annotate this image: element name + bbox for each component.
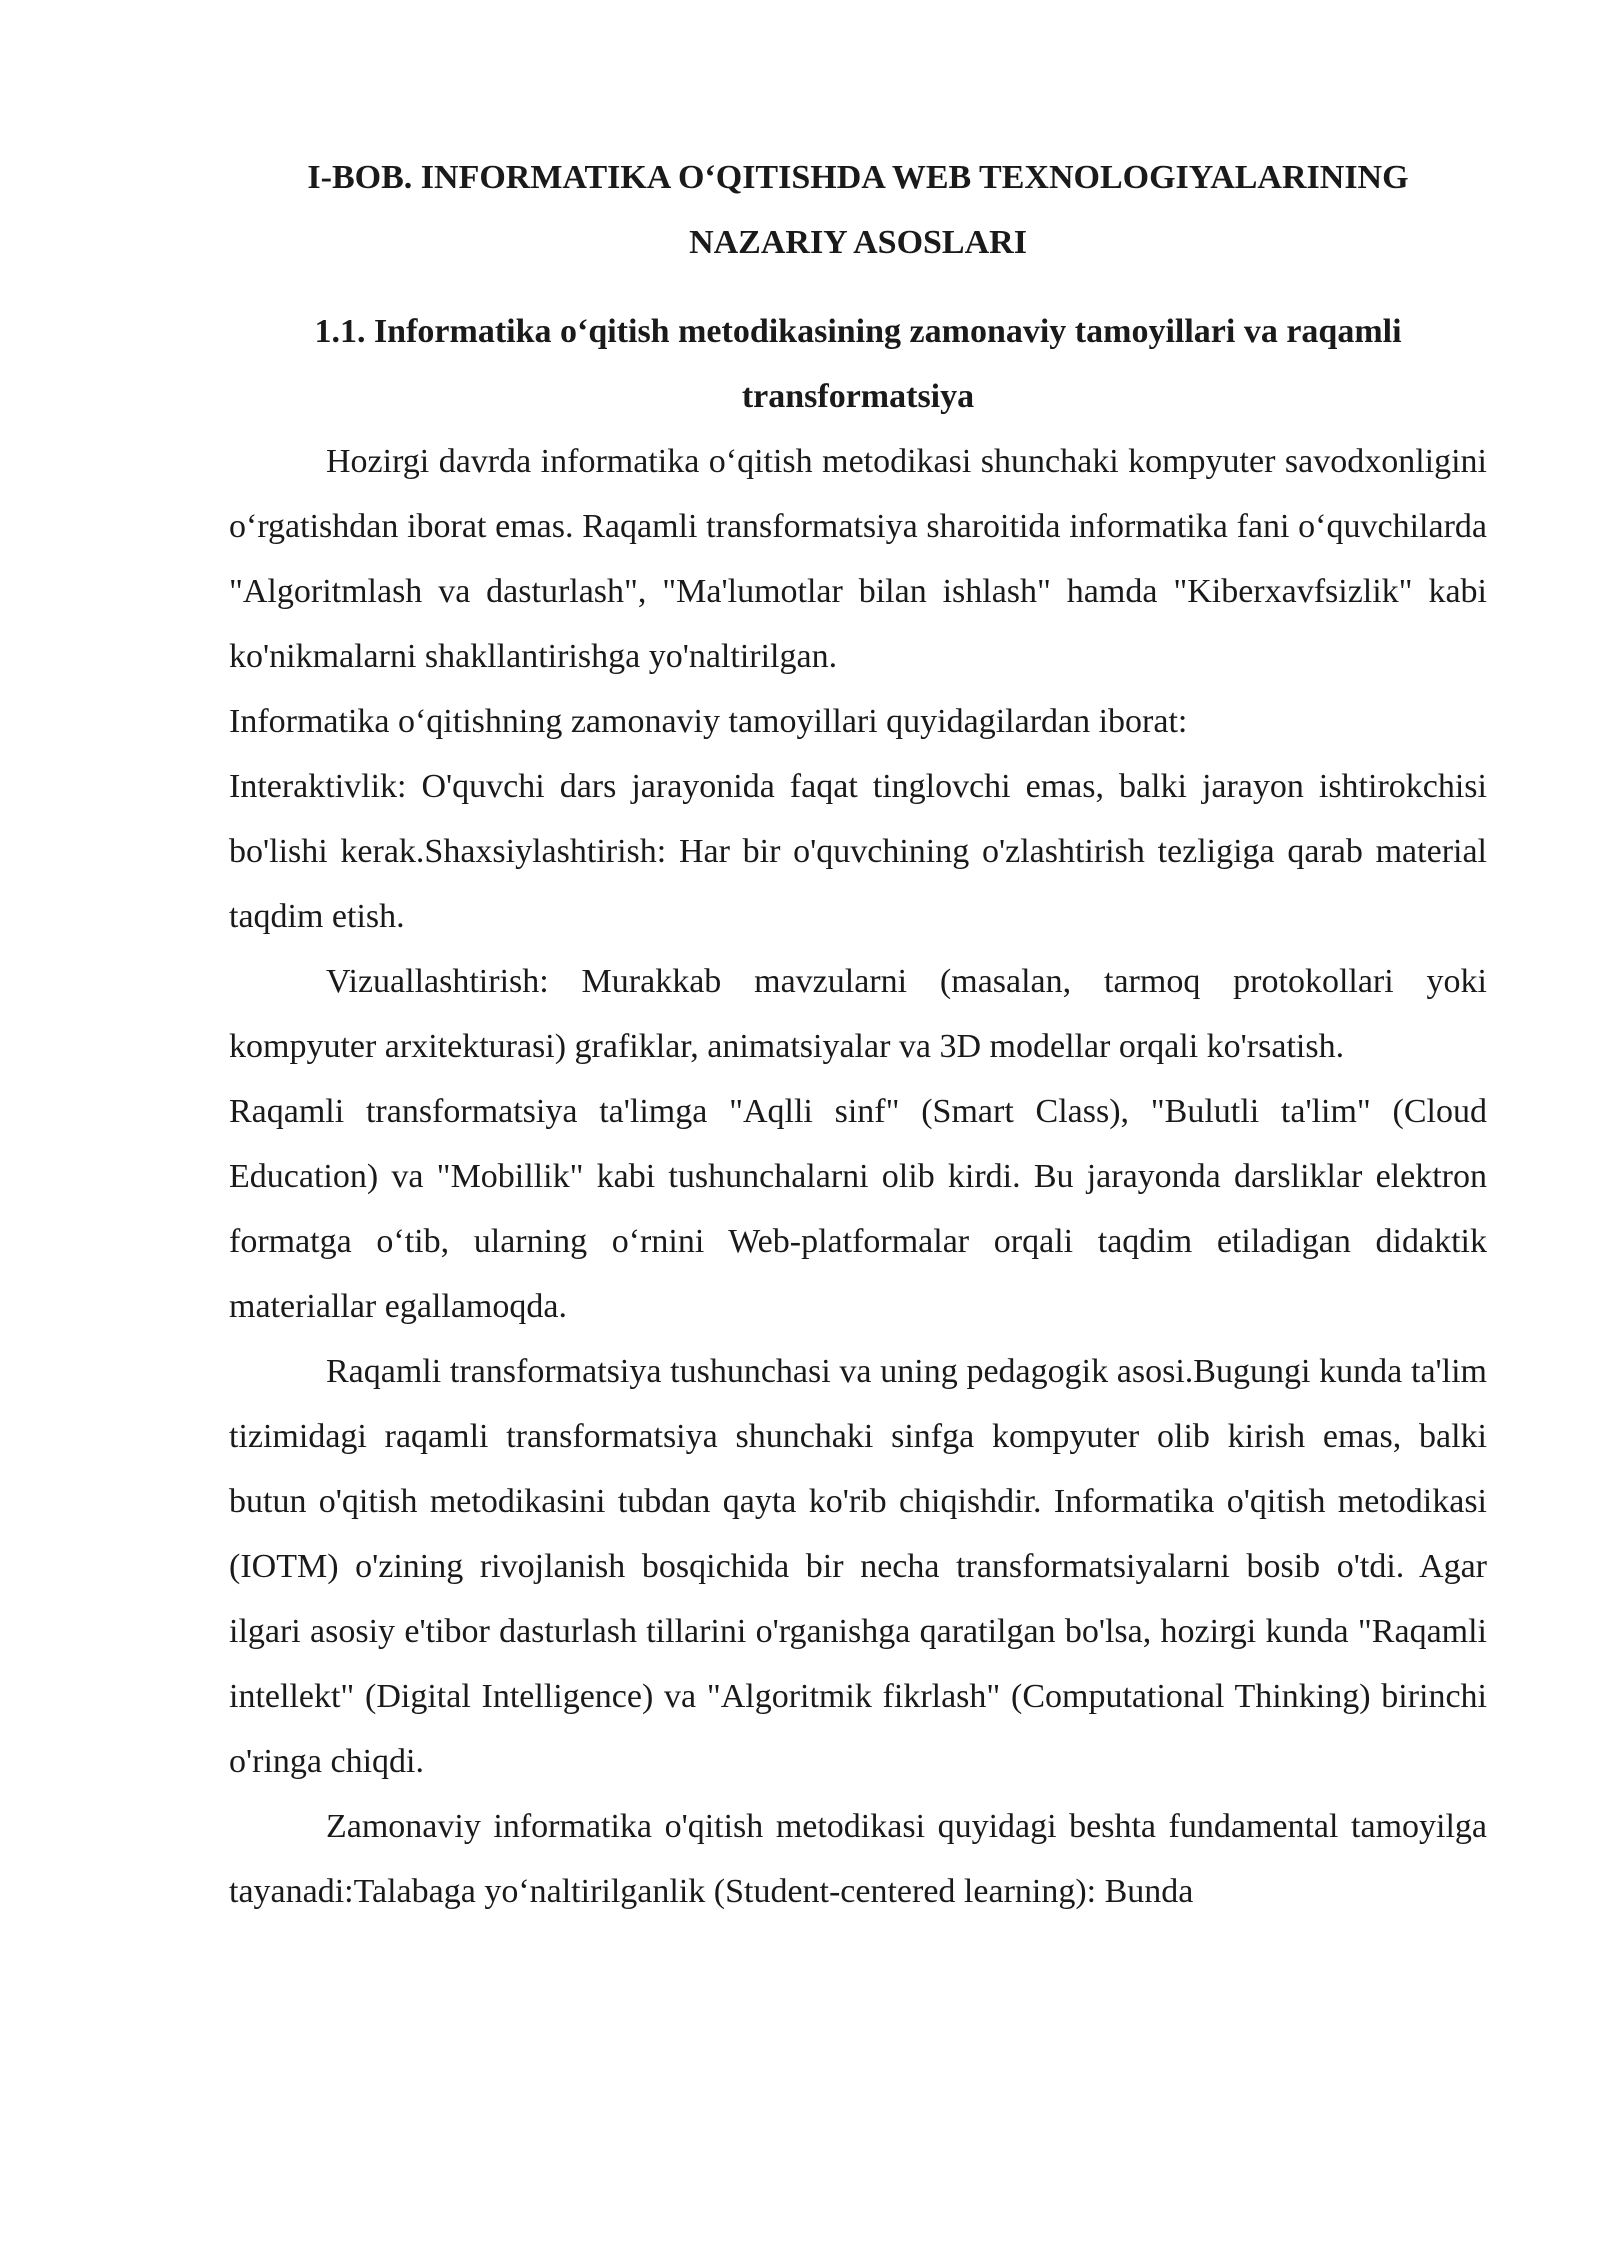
chapter-title: I-BOB. INFORMATIKA O‘QITISHDA WEB TEXNOLOGIYALARINING NAZARIY ASOSLARI <box>307 159 1409 261</box>
paragraph-interactivity: Interaktivlik: O'quvchi dars jarayonida faqat tinglovchi emas, balki jarayon ishtirokchisi bo'lishi kerak.Shaxsiylashtirish: Har bir o'quvchining o'zlashtirish tezligiga qarab material taqdim etish. <box>229 768 1487 935</box>
paragraph-visualization: Vizuallashtirish: Murakkab mavzularni (masalan, tarmoq protokollari yoki kompyuter arxitekturasi) grafiklar, animatsiyalar va 3D modellar orqali ko'rsatish. <box>229 963 1487 1065</box>
paragraph-five-principles: Zamonaviy informatika o'qitish metodikasi quyidagi beshta fundamental tamoyilga tayanadi:Talabaga yo‘naltirilganlik (Student-centered learning): Bunda <box>229 1808 1487 1910</box>
paragraph-pedagogical-basis: Raqamli transformatsiya tushunchasi va uning pedagogik asosi.Bugungi kunda ta'lim tizimidagi raqamli transformatsiya shunchaki sinfga kompyuter olib kirish emas, balki butun o'qitish metodikasini tubdan qayta ko'rib chiqishdir. Informatika o'qitish metodikasi (IOTM) o'zining rivojlanish bosqichida bir necha transformatsiyalarni bosib o'tdi. Agar ilgari asosiy e'tibor dasturlash tillarini o'rganishga qaratilgan bo'lsa, hozirgi kunda "Raqamli intellekt" (Digital Intelligence) va "Algoritmik fikrlash" (Computational Thinking) birinchi o'ringa chiqdi. <box>229 1353 1487 1780</box>
paragraph-digital-transformation: Raqamli transformatsiya ta'limga "Aqlli sinf" (Smart Class), "Bulutli ta'lim" (Cloud Education) va "Mobillik" kabi tushunchalarni olib kirdi. Bu jarayonda darsliklar elektron formatga o‘tib, ularning o‘rnini Web-platformalar orqali taqdim etiladigan didaktik materiallar egallamoqda. <box>229 1093 1487 1325</box>
paragraph-intro: Hozirgi davrda informatika o‘qitish metodikasi shunchaki kompyuter savodxonligini o‘rgatishdan iborat emas. Raqamli transformatsiya sharoitida informatika fani o‘quvchilarda "Algoritmlash va dasturlash", "Ma'lumotlar bilan ishlash" hamda "Kiberxavfsizlik" kabi ko'nikmalarni shakllantirishga yo'naltirilgan. <box>229 443 1487 675</box>
paragraph-principles-lead: Informatika o‘qitishning zamonaviy tamoyillari quyidagilardan iborat: <box>229 703 1188 740</box>
document-page <box>229 145 1487 1924</box>
section-title: 1.1. Informatika o‘qitish metodikasining zamonaviy tamoyillari va raqamli transformatsiya <box>314 313 1402 415</box>
